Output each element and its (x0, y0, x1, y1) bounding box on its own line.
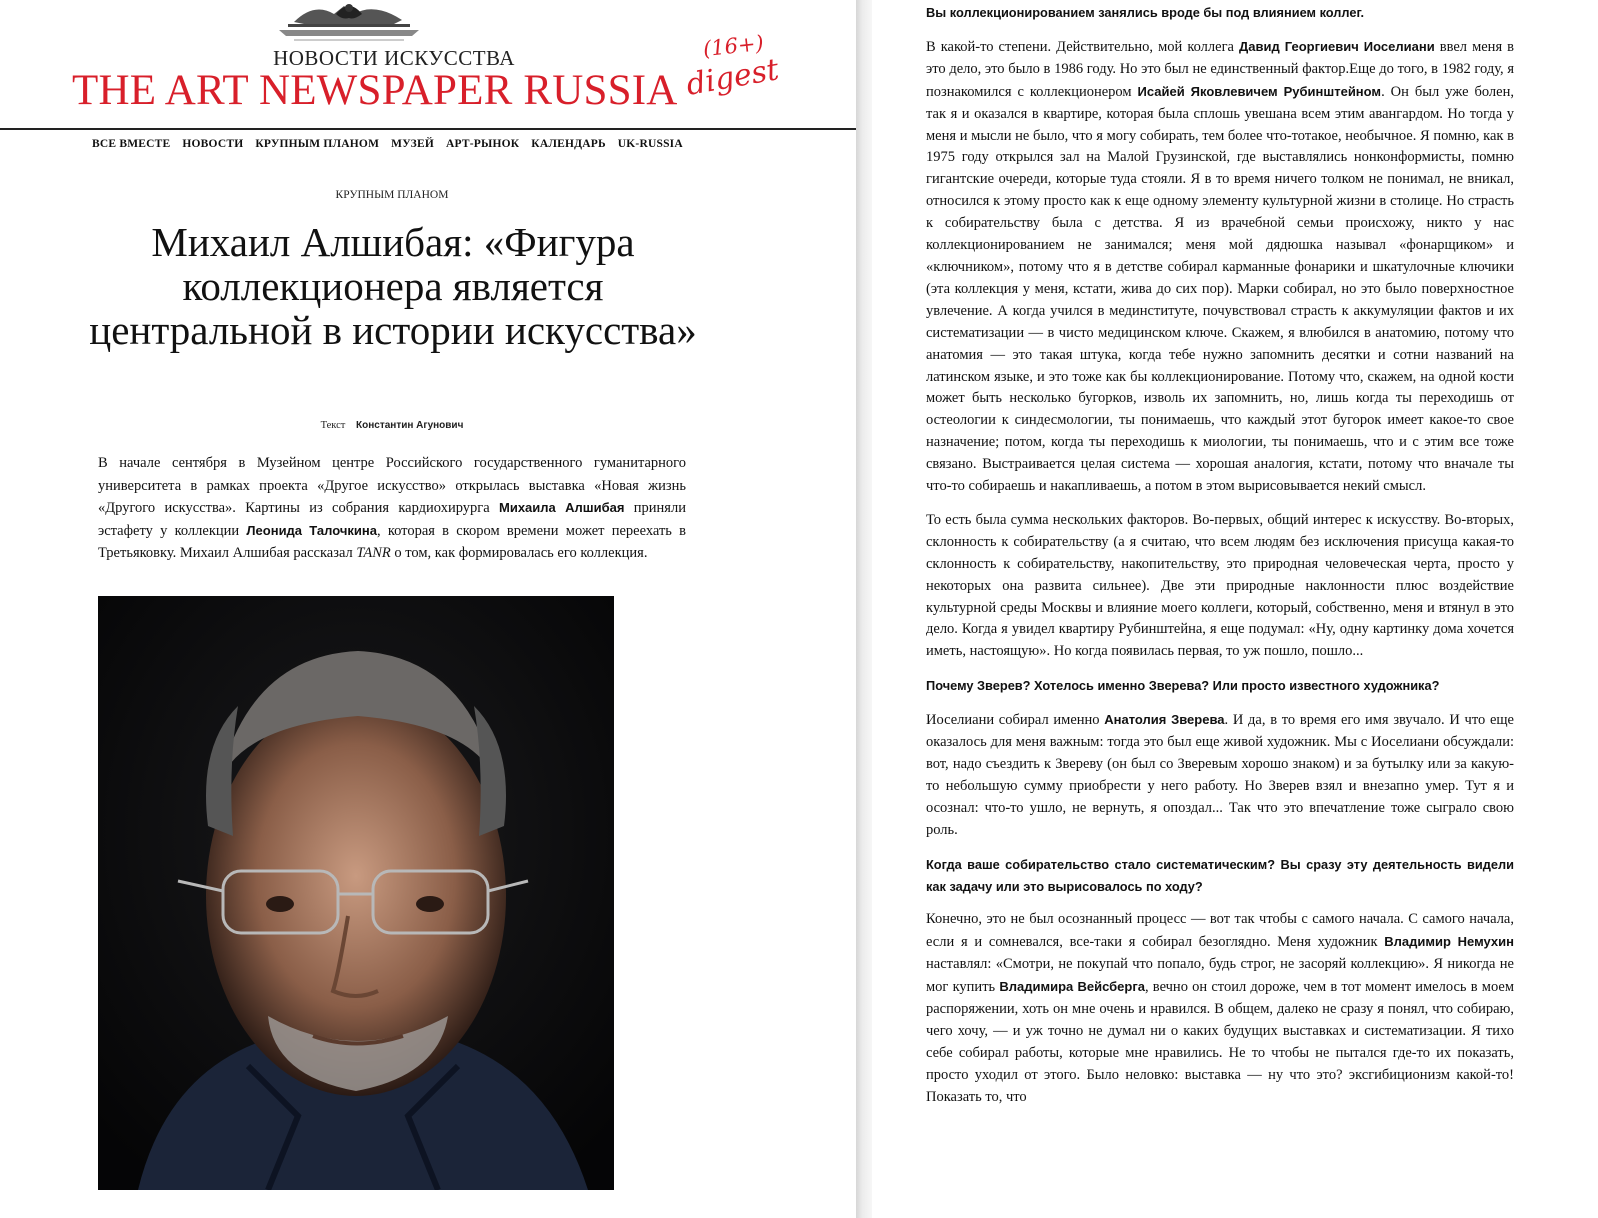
lead-text: приняли эстафету у коллекции (98, 500, 686, 539)
newspaper-emblem-icon (274, 0, 424, 46)
interview-answer (926, 36, 1514, 498)
nav-item-calendar[interactable]: КАЛЕНДАРЬ (531, 138, 606, 150)
right-page (872, 0, 1598, 1218)
section-label[interactable]: КРУПНЫМ ПЛАНОМ (335, 189, 449, 201)
main-nav (92, 138, 695, 150)
answer-text: . И да, в то время его имя звучало. И что еще оказалось для меня важным: тогда это был еще живой художник. Мы с Иоселиани обсуждали: вот, надо съездить к Звереву (он был со Зверевым хорошо знаком) и за бутылку или за какую-то небольшую сумму приобрести у него работу. Но Зверев взял и внезапно умер. Тут я и осознал: что-то ушло, не вернуть, я опоздал... Так что это впечатление тоже сыграло свою роль. (926, 712, 1514, 838)
lead-text: , которая в скором времени может переехать в Третьяковку. Михаил Алшибая рассказал (98, 522, 686, 561)
answer-text: , вечно он стоил дороже, чем в тот момент имелось в моем распоряжении, хоть он мне очень и нравился. В общем, далеко не сразу я понял, что собираю, чего хочу, — и уж точно не думал ни о каких будущих выставках и систематизации. Я тихо себе собирал работы, которые мне нравились. Не то чтобы не пытался где-то их показать, просто уходил от этого. Было неловко: выставка — ну что это? эксгибиционизм какой-то! Показать то, что (926, 979, 1514, 1105)
answer-text: В какой-то степени. Действительно, мой коллега (926, 38, 1240, 55)
answer-name: Исайей Яковлевичем Рубинштейном (1137, 83, 1382, 99)
interview-question: Вы коллекционированием занялись вроде бы под влиянием коллег. (926, 5, 1365, 20)
byline (0, 420, 784, 431)
nav-item-all[interactable]: ВСЕ ВМЕСТЕ (92, 138, 171, 150)
masthead-divider (0, 128, 856, 130)
nav-item-close-up[interactable]: КРУПНЫМ ПЛАНОМ (255, 138, 380, 150)
lead-name: Леонида Талочкина (246, 522, 377, 538)
lead-publication: TANR (356, 545, 391, 561)
nav-item-uk-russia[interactable]: UK-RUSSIA (617, 138, 683, 150)
answer-text: Иоселиани собирал именно (926, 712, 1105, 729)
digest-badge: digest (683, 52, 782, 103)
interview-question: Почему Зверев? Хотелось именно Зверева? Или просто известного художника? (926, 678, 1440, 694)
answer-text: . Он был уже болен, так я и оказался в квартире, которая была сплошь увешана всем этим авангардом. Но тогда у меня и мысли не было, что я могу собирать, тем более что-тотакое, необычное. Я помню, как в 1975 году открылся зал на Малой Грузинской, где выставлялись нонконформисты, помню гигантские очереди, которые туда стояли. Я в то время ничего толком не понимал, не вникал, относился к этому просто как к еще одному элементу культурной жизни в столице. Но страсть к собирательству была с детства. Я из врачебной семьи происхожу, никто у нас коллекционированием не занимался; меня мой дядюшка называл «фонарщиком» и «ключником», потому что я в детстве собирал карманные фонарики и шкатулочные ключики (эта коллекция у меня, кстати, жива до сих пор). Марки собирал, но это было поверхностное увлечение. А когда учился в мединституте, почувствовал страсть к аккумуляции фактов и их систематизации — в чисто медицинском ключе. Скажем, я влюбился в анатомию, потому что анатомия — это такая штука, когда тебе нужно запомнить десятки и сотни названий на латинском языке, и это тоже как бы коллекционирование. Потому что, скажем, на одной кости может быть несколько бугорков, изволь их запомнить, но, лишь когда ты переходишь от остеологии к синдесмологии, ты понимаешь, что каждый этот бугорок имеет какое-то свое назначение; потом, когда ты переходишь к миологии, ты понимаешь, что и с этим все тоже связано. Выстраивается целая система — хорошая аналогия, кстати, потому что вначале ты что-то собираешь и накапливаешь, а потом в этом вырисовывается некий смысл. (926, 83, 1514, 495)
nav-item-art-market[interactable]: АРТ-РЫНОК (445, 138, 520, 150)
portrait-photo (98, 596, 614, 1190)
byline-label: Текст (320, 420, 346, 431)
masthead (0, 0, 856, 130)
interview-question: Когда ваше собирательство стало систематическим? Вы сразу эту деятельность видели как задачу или это вырисовалось по ходу? (926, 856, 1514, 894)
interview-column (926, 0, 1514, 1121)
answer-text: ввел меня в это дело, это было в 1986 году. Но это был не единственный фактор.Еще до того, в 1982 году, я познакомился с коллекционером (926, 38, 1514, 100)
lead-text: о том, как формировалась его коллекция. (390, 545, 648, 561)
nav-item-news[interactable]: НОВОСТИ (182, 138, 244, 150)
article-title: Михаил Алшибая: «Фигура коллекционера является центральной в истории искусства» (89, 219, 697, 353)
portrait-illustration (98, 596, 614, 1190)
byline-author[interactable]: Константин Агунович (356, 420, 464, 431)
answer-text: Конечно, это не был осознанный процесс — вот так чтобы с самого начала. С самого начала, если я и сомневался, все-таки я собирал безоглядно. Меня художник (926, 911, 1514, 951)
interview-answer (926, 909, 1514, 1108)
lead-text: В начале сентября в Музейном центре Российского государственного гуманитарного университета в рамках проекта «Другое искусство» открылась выставка «Новая жизнь «Другого искусства». Картины из собрания кардиохирурга (98, 455, 686, 516)
answer-name: Анатолия Зверева (1104, 712, 1225, 728)
masthead-title[interactable]: THE ART NEWSPAPER RUSSIA (72, 67, 678, 114)
nav-item-museum[interactable]: МУЗЕЙ (391, 138, 434, 150)
answer-name: Давид Георгиевич Иоселиани (1239, 38, 1435, 54)
masthead-kicker: НОВОСТИ ИСКУССТВА (273, 46, 515, 70)
answer-name: Владимира Вейсберга (999, 979, 1145, 995)
answer-text: наставлял: «Смотри, не покупай что попало, будь строг, не засоряй коллекцию». Я никогда не мог купить (926, 956, 1514, 996)
interview-answer (926, 709, 1514, 841)
article-lead (98, 452, 686, 565)
page-divider (856, 0, 872, 1218)
lead-name: Михаила Алшибая (499, 500, 625, 515)
age-rating-badge: (16+) (701, 30, 765, 62)
interview-answer: То есть была сумма нескольких факторов. Во-первых, общий интерес к искусству. Во-вторых, склонность к собирательству (а я считаю, что всем людям без исключения присуща какая-то склонность к собирательству, накопительству, это природная человеческая черта, просто у некоторых она развита сильнее). Две эти природные наклонности плюс воздействие культурной среды Москвы и влияние моего коллеги, который, собственно, меня и втянул в это дело. Когда я увидел квартиру Рубинштейна, я еще подумал: «Ну, одну картинку дома хочется иметь, настоящую». Но когда появилась первая, то уж пошло, пошло... (926, 511, 1514, 660)
answer-name: Владимир Немухин (1384, 934, 1515, 950)
